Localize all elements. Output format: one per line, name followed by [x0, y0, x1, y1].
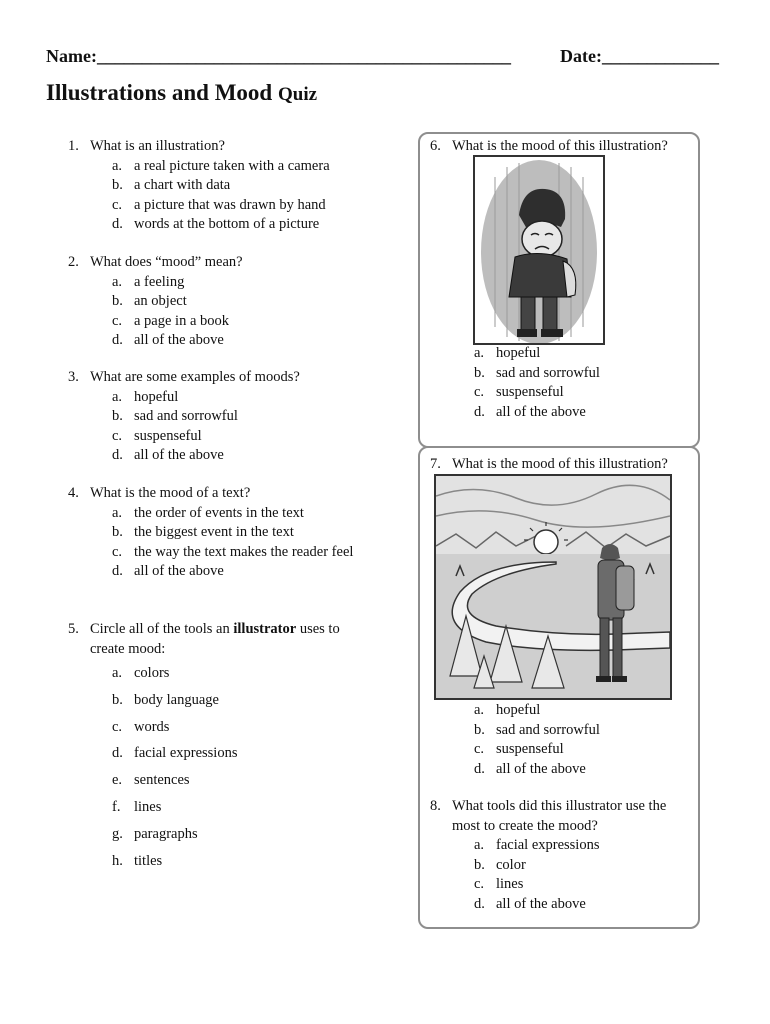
option-b[interactable]: [474, 364, 695, 384]
option-e[interactable]: [112, 767, 368, 794]
option-a[interactable]: [474, 701, 695, 721]
name-field-label[interactable]: Name:______________________________________________: [46, 46, 511, 66]
option-text: words: [134, 718, 170, 735]
option-letter: c.: [474, 741, 485, 757]
option-b[interactable]: [112, 523, 364, 543]
option-text: a real picture taken with a camera: [134, 157, 330, 174]
option-text: all of the above: [496, 895, 586, 912]
question-number: 7.: [430, 456, 441, 472]
option-text: a chart with data: [134, 177, 231, 193]
question-text: What is the mood of a text?: [90, 485, 251, 501]
option-text: an object: [134, 293, 187, 309]
question-text: What is the mood of this illustration?: [452, 138, 668, 154]
option-text: body language: [134, 691, 219, 708]
option-text: hopeful: [496, 345, 541, 361]
question-5: [68, 620, 368, 874]
option-d[interactable]: [112, 215, 368, 235]
options-list: [430, 701, 695, 779]
question-6-options: [430, 344, 695, 422]
option-letter: e.: [112, 772, 123, 789]
option-text: the way the text makes the reader feel: [134, 543, 354, 560]
option-d[interactable]: [474, 895, 688, 915]
option-text: facial expressions: [134, 745, 238, 762]
option-letter: d.: [112, 563, 123, 579]
question-text-before: Circle all of the tools an: [90, 621, 234, 637]
date-field-label[interactable]: Date:_____________: [560, 46, 719, 66]
option-letter: h.: [112, 852, 123, 869]
question-text: What tools did this illustrator use the most to create the mood?: [452, 798, 667, 834]
option-a[interactable]: [112, 388, 368, 408]
options-list: [68, 504, 364, 582]
sad-boy-drawing: [475, 157, 603, 343]
option-text: all of the above: [134, 563, 224, 579]
option-letter: b.: [474, 721, 485, 738]
option-c[interactable]: [112, 543, 364, 563]
hiker-landscape-illustration: [434, 474, 672, 700]
option-letter: b.: [112, 177, 123, 193]
question-text: What is the mood of this illustration?: [452, 456, 668, 472]
option-letter: a.: [112, 157, 123, 174]
option-letter: c.: [474, 876, 485, 892]
option-letter: d.: [474, 895, 485, 912]
option-text: the order of events in the text: [134, 504, 304, 521]
option-d[interactable]: [474, 403, 695, 423]
option-letter: d.: [112, 216, 123, 232]
option-c[interactable]: [112, 714, 368, 741]
option-a[interactable]: [474, 344, 695, 364]
option-text: suspenseful: [496, 384, 564, 400]
question-text-bold: illustrator: [233, 621, 297, 637]
option-text: lines: [134, 798, 162, 815]
option-letter: f.: [112, 798, 121, 815]
option-letter: a.: [474, 702, 485, 718]
option-text: the biggest event in the text: [134, 524, 294, 540]
question-3: [68, 368, 368, 466]
option-text: suspenseful: [134, 427, 202, 444]
option-letter: a.: [112, 504, 123, 521]
option-letter: a.: [112, 388, 123, 405]
sad-boy-illustration: [473, 155, 605, 345]
option-g[interactable]: [112, 821, 368, 848]
option-a[interactable]: [112, 273, 368, 293]
option-c[interactable]: [474, 383, 695, 403]
option-letter: d.: [474, 403, 485, 420]
option-text: hopeful: [134, 388, 179, 405]
option-d[interactable]: [112, 562, 364, 582]
option-text: sad and sorrowful: [496, 721, 600, 738]
question-text: What is an illustration?: [90, 138, 225, 154]
option-letter: a.: [112, 273, 123, 290]
question-6: [430, 137, 695, 157]
option-d[interactable]: [112, 331, 368, 351]
question-number: 2.: [68, 254, 79, 270]
option-letter: d.: [112, 447, 123, 463]
option-d[interactable]: [112, 740, 368, 767]
option-a[interactable]: [112, 504, 364, 524]
option-letter: b.: [112, 524, 123, 540]
option-b[interactable]: [474, 721, 695, 741]
options-list: [430, 344, 695, 422]
option-c[interactable]: [112, 427, 368, 447]
option-text: sad and sorrowful: [496, 364, 600, 381]
option-c[interactable]: [474, 875, 688, 895]
option-b[interactable]: [112, 292, 368, 312]
option-text: all of the above: [496, 760, 586, 777]
option-a[interactable]: [474, 836, 688, 856]
option-letter: d.: [112, 332, 123, 348]
question-text: What does “mood” mean?: [90, 254, 243, 270]
option-text: titles: [134, 852, 163, 869]
question-1: [68, 137, 368, 235]
option-letter: a.: [474, 837, 485, 853]
options-list: [68, 388, 368, 466]
question-number: 5.: [68, 621, 79, 637]
question-2: [68, 253, 368, 351]
question-number: 8.: [430, 798, 441, 814]
option-b[interactable]: [112, 176, 368, 196]
option-text: color: [496, 856, 526, 873]
option-letter: a.: [112, 665, 123, 681]
options-list: [68, 157, 368, 235]
question-number: 3.: [68, 369, 79, 385]
option-letter: c.: [112, 312, 123, 329]
option-a[interactable]: [112, 660, 368, 687]
option-text: sentences: [134, 772, 190, 789]
option-text: lines: [496, 876, 524, 892]
option-letter: c.: [112, 718, 123, 735]
title-main: Illustrations and Mood: [46, 80, 273, 105]
question-7-options: [430, 701, 695, 779]
option-text: facial expressions: [496, 837, 600, 853]
option-letter: c.: [474, 384, 485, 400]
option-letter: b.: [112, 691, 123, 708]
options-list: [68, 273, 368, 351]
option-c[interactable]: [112, 312, 368, 332]
option-text: paragraphs: [134, 825, 198, 842]
option-text: a feeling: [134, 273, 185, 290]
option-text: suspenseful: [496, 741, 564, 757]
hiker-landscape-drawing: [436, 476, 670, 698]
question-number: 6.: [430, 138, 441, 154]
option-d[interactable]: [112, 446, 368, 466]
option-b[interactable]: [112, 687, 368, 714]
option-letter: c.: [112, 196, 123, 213]
option-letter: b.: [474, 364, 485, 381]
question-4: [68, 484, 364, 582]
option-c[interactable]: [474, 740, 695, 760]
option-letter: b.: [474, 856, 485, 873]
option-letter: a.: [474, 345, 485, 361]
option-letter: b.: [112, 408, 123, 424]
option-f[interactable]: [112, 794, 368, 821]
option-text: all of the above: [134, 447, 224, 463]
question-text: What are some examples of moods?: [90, 369, 300, 385]
page-title: [46, 80, 317, 106]
option-letter: g.: [112, 825, 123, 842]
option-letter: d.: [112, 745, 123, 762]
option-text: a picture that was drawn by hand: [134, 196, 326, 213]
option-h[interactable]: [112, 848, 368, 875]
question-8: [430, 797, 688, 914]
question-number: 4.: [68, 485, 79, 501]
option-text: all of the above: [496, 403, 586, 420]
option-b[interactable]: [112, 407, 368, 427]
options-list: [68, 660, 368, 874]
options-list: [430, 836, 688, 914]
option-letter: c.: [112, 427, 123, 444]
option-text: all of the above: [134, 332, 224, 348]
option-b[interactable]: [474, 856, 688, 876]
option-text: words at the bottom of a picture: [134, 216, 320, 232]
question-number: 1.: [68, 138, 79, 154]
option-text: sad and sorrowful: [134, 408, 238, 424]
option-text: colors: [134, 665, 170, 681]
question-7: [430, 455, 695, 475]
option-d[interactable]: [474, 760, 695, 780]
option-letter: c.: [112, 543, 123, 560]
option-text: hopeful: [496, 702, 541, 718]
option-a[interactable]: [112, 157, 368, 177]
option-text: a page in a book: [134, 312, 230, 329]
option-c[interactable]: [112, 196, 368, 216]
option-letter: d.: [474, 760, 485, 777]
title-suffix: Quiz: [277, 84, 318, 105]
option-letter: b.: [112, 293, 123, 309]
question-text-after: uses to create mood:: [90, 621, 340, 657]
